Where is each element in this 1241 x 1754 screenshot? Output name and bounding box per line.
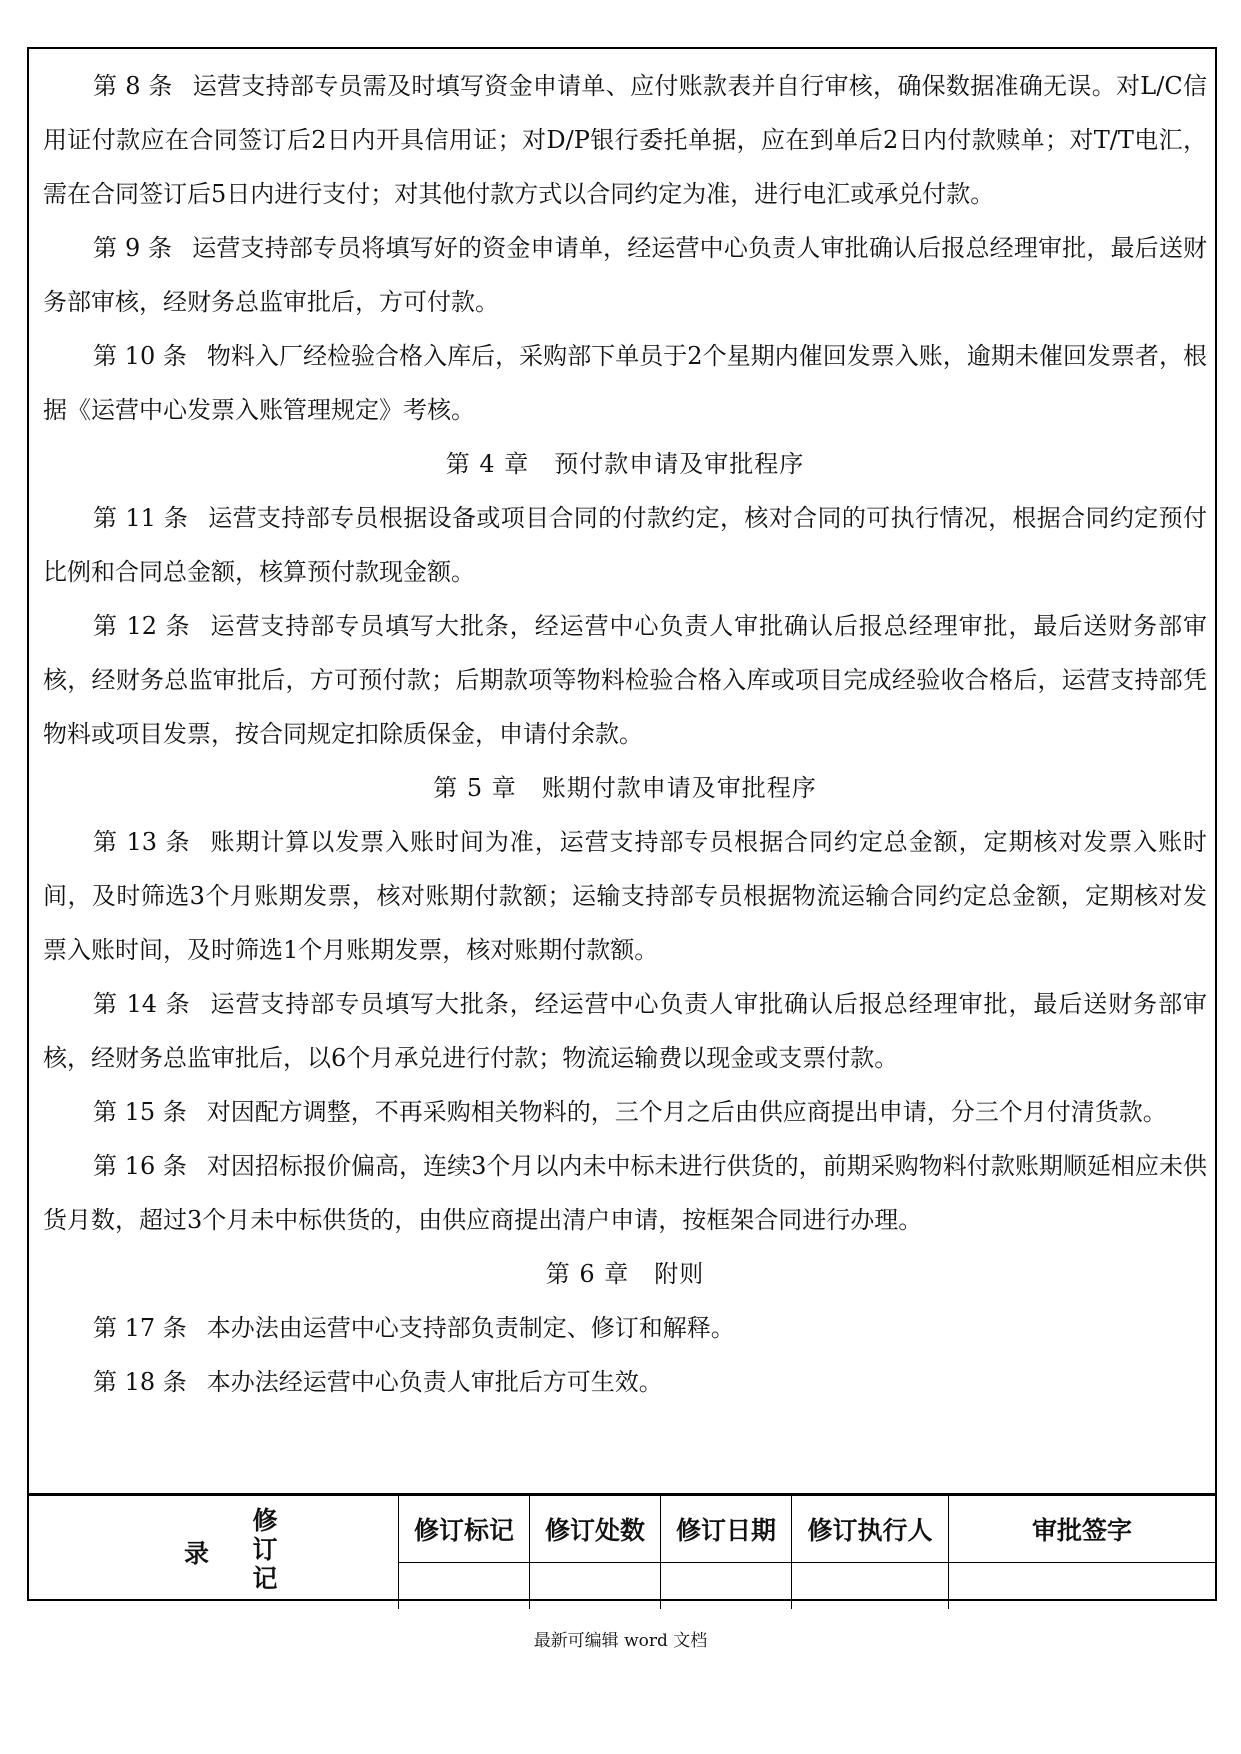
header-revision-count: 修订处数 [530,1496,661,1563]
article-number: 第 10 条 [93,342,187,370]
revision-record-table [29,1493,1215,1603]
cell-approval-signature[interactable] [949,1563,1216,1610]
article-text: 运营支持部专员根据设备或项目合同的付款约定，核对合同的可执行情况，根据合同约定预付比例和合同总金额，核算预付款现金额。 [43,504,1208,586]
article-number: 第 15 条 [93,1098,187,1126]
article-paragraph [43,59,1207,221]
article-number: 第 9 条 [93,234,173,262]
cell-revision-executor[interactable] [792,1563,949,1610]
article-paragraph [43,491,1207,599]
article-text: 运营支持部专员需及时填写资金申请单、应付账款表并自行审核，确保数据准确无误。对L/C信用证付款应在合同签订后2日内开具信用证；对D/P银行委托单据，应在到单后2日内付款赎单；对T/T电汇，需在合同签订后5日内进行支付；对其他付款方式以合同约定为准，进行电汇或承兑付款。 [43,72,1207,208]
chapter-heading-5: 第 5 章 账期付款申请及审批程序 [433,774,817,802]
article-text: 运营支持部专员填写大批条，经运营中心负责人审批确认后报总经理审批，最后送财务部审核，经财务总监审批后，以6个月承兑进行付款；物流运输费以现金或支票付款。 [43,990,1208,1072]
chapter-heading-6: 第 6 章 附则 [545,1260,705,1288]
article-paragraph [43,221,1207,329]
article-text: 本办法经运营中心负责人审批后方可生效。 [206,1368,663,1396]
header-revision-date: 修订日期 [661,1496,792,1563]
chapter-heading-4: 第 4 章 预付款申请及审批程序 [445,450,805,478]
article-paragraph [43,1301,1207,1355]
article-text: 本办法由运营中心支持部负责制定、修订和解释。 [206,1314,735,1342]
article-paragraph [43,815,1207,977]
article-number: 第 11 条 [93,504,189,532]
article-paragraph [43,599,1207,761]
document-frame [27,47,1217,1601]
article-number: 第 13 条 [93,828,191,856]
article-text: 运营支持部专员填写大批条，经运营中心负责人审批确认后报总经理审批，最后送财务部审核，经财务总监审批后，方可预付款；后期款项等物料检验合格入库或项目完成经验收合格后，运营支持部凭物料或项目发票，按合同规定扣除质保金，申请付余款。 [43,612,1208,748]
article-paragraph [43,1139,1207,1247]
article-paragraph [43,1355,1207,1409]
article-paragraph [43,977,1207,1085]
article-paragraph [43,1085,1207,1139]
cell-revision-count[interactable] [530,1563,661,1610]
regulation-body [43,59,1207,1409]
article-number: 第 18 条 [93,1368,187,1396]
article-number: 第 16 条 [93,1152,187,1180]
article-number: 第 12 条 [93,612,191,640]
page-footer: 最新可编辑 word 文档 [533,1631,708,1651]
article-number: 第 14 条 [93,990,191,1018]
article-text: 物料入厂经检验合格入库后，采购部下单员于2个星期内催回发票入账，逾期未催回发票者，根据《运营中心发票入账管理规定》考核。 [43,342,1207,424]
article-text: 对因招标报价偏高，连续3个月以内未中标未进行供货的，前期采购物料付款账期顺延相应未供货月数，超过3个月未中标供货的，由供应商提出清户申请，按框架合同进行办理。 [43,1152,1207,1234]
header-revision-mark: 修订标记 [399,1496,530,1563]
header-approval-signature: 审批签字 [949,1496,1216,1563]
revision-record-label: 录 修订记 [29,1496,399,1610]
cell-revision-mark[interactable] [399,1563,530,1610]
article-text: 对因配方调整，不再采购相关物料的，三个月之后由供应商提出申请，分三个月付清货款。 [206,1098,1167,1126]
header-revision-executor: 修订执行人 [792,1496,949,1563]
article-text: 账期计算以发票入账时间为准，运营支持部专员根据合同约定总金额，定期核对发票入账时间，及时筛选3个月账期发票，核对账期付款额；运输支持部专员根据物流运输合同约定总金额，定期核对发票入账时间，及时筛选1个月账期发票，核对账期付款额。 [43,828,1208,964]
article-number: 第 17 条 [93,1314,187,1342]
cell-revision-date[interactable] [661,1563,792,1610]
article-paragraph [43,329,1207,437]
article-text: 运营支持部专员将填写好的资金申请单，经运营中心负责人审批确认后报总经理审批，最后送财务部审核，经财务总监审批后，方可付款。 [43,234,1208,316]
article-number: 第 8 条 [93,72,173,100]
